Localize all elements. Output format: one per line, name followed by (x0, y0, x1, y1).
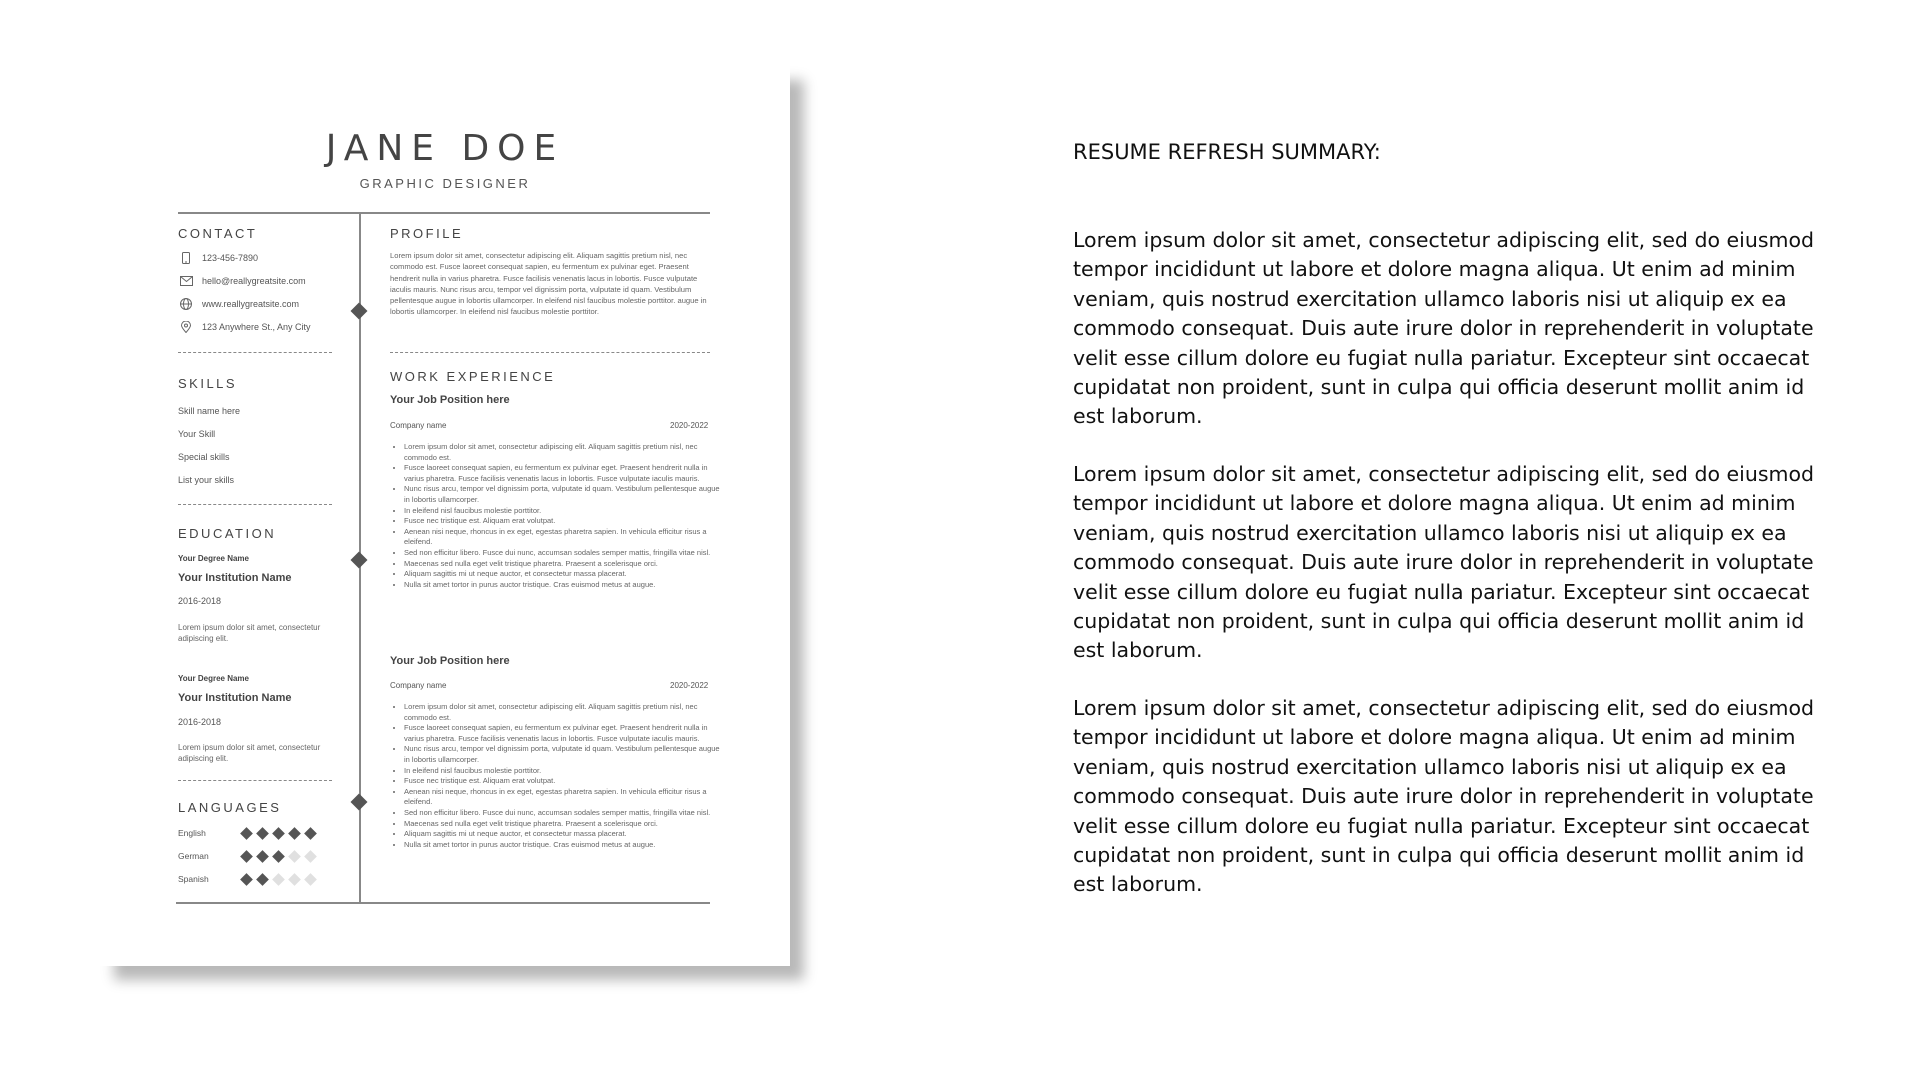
job-bullet: • Fusce nec tristique est. Aliquam erat volutpat. (404, 776, 724, 787)
level-diamond (288, 850, 301, 863)
level-diamond (272, 827, 285, 840)
education-years: 2016-2018 (178, 596, 222, 606)
level-diamond (272, 850, 285, 863)
profile-text: Lorem ipsum dolor sit amet, consectetur adipiscing elit. Aliquam sagittis pretium nisl, nec commodo est. Fusce laoreet consequat sapien, eu fermentum ex pulvinar eget. Praesent hendrerit nulla in varius pharetra. Fusce facilisis venenatis lacus in lobortis. Fusce vulputate iaculis mauris. Nunc risus arcu, tempor vel dignissim porta, vulputate id quam. Vestibulum pellentesque augue in lobortis ullamcorper. In eleifend nisl faucibus molestie porttitor. augue in lobortis ullamcorper. In eleifend nisl faucibus molestie porttitor. (390, 251, 707, 317)
degree-name: Your Degree Name (178, 674, 249, 683)
skill-item: Special skills (178, 452, 230, 462)
level-diamond (304, 850, 317, 863)
education-heading: EDUCATION (178, 526, 277, 541)
job-bullet: • Aenean nisi neque, rhoncus in ex eget, egestas pharetra sapien. In vehicula efficitur risus a eleifend. (404, 527, 724, 548)
divider-diamond (351, 794, 368, 811)
company-name: Company name (390, 681, 447, 690)
divider-diamond (351, 303, 368, 320)
level-diamond (304, 827, 317, 840)
contact-address (178, 321, 311, 333)
contact-phone (178, 252, 258, 264)
skill-item: Skill name here (178, 406, 241, 416)
job-bullets (390, 702, 724, 850)
section-divider (178, 352, 332, 353)
level-diamond (256, 873, 269, 886)
skill-item: Your Skill (178, 429, 216, 439)
level-diamond (256, 827, 269, 840)
summary-paragraph: Lorem ipsum dolor sit amet, consectetur adipiscing elit, sed do eiusmod tempor incididunt ut labore et dolore magna aliqua. Ut enim ad minim veniam, quis nostrud exercitation ullamco laboris nisi ut aliquip ex ea commodo consequat. Duis aute irure dolor in reprehenderit in voluptate velit esse cillum dolore eu fugiat nulla pariatur. Excepteur sint occaecat cupidatat non proident, sunt in culpa qui officia deserunt mollit anim id est laborum. (1073, 696, 1815, 897)
job-bullet: • Sed non efficitur libero. Fusce dui nunc, accumsan sodales semper mattis, fringilla vitae nisl. (404, 548, 724, 559)
section-divider (178, 780, 332, 781)
contact-email-text: hello@reallygreatsite.com (202, 276, 306, 286)
job-bullet: • Maecenas sed nulla eget velit tristique pharetra. Praesent a scelerisque orci. (404, 819, 724, 830)
resume-page (100, 66, 790, 966)
contact-heading: CONTACT (178, 226, 258, 241)
company-name: Company name (390, 421, 447, 430)
section-divider (390, 352, 710, 353)
language-level (238, 875, 318, 884)
level-diamond (288, 827, 301, 840)
job-bullet: • Fusce laoreet consequat sapien, eu fermentum ex pulvinar eget. Praesent hendrerit nulla in varius pharetra. Fusce facilisis venenatis lacus in lobortis. Fusce vulputate iaculis mauris. (404, 723, 724, 744)
work-heading: WORK EXPERIENCE (390, 369, 556, 384)
level-diamond (304, 873, 317, 886)
level-diamond (240, 850, 253, 863)
job-bullet: • Sed non efficitur libero. Fusce dui nunc, accumsan sodales semper mattis, fringilla vitae nisl. (404, 808, 724, 819)
education-description: Lorem ipsum dolor sit amet, consectetur adipiscing elit. (178, 743, 321, 763)
job-bullet: • Nulla sit amet tortor in purus auctor tristique. Cras euismod metus at augue. (404, 840, 724, 851)
degree-name: Your Degree Name (178, 554, 249, 563)
globe-icon (178, 298, 194, 310)
education-description: Lorem ipsum dolor sit amet, consectetur adipiscing elit. (178, 623, 321, 643)
level-diamond (240, 873, 253, 886)
job-bullet: • Nunc risus arcu, tempor vel dignissim porta, vulputate id quam. Vestibulum pellentesque augue in lobortis ullamcorper. (404, 744, 724, 765)
contact-address-text: 123 Anywhere St., Any City (202, 322, 311, 332)
languages-heading: LANGUAGES (178, 800, 282, 815)
language-level (238, 829, 318, 838)
language-level (238, 852, 318, 861)
job-bullet: • Fusce nec tristique est. Aliquam erat volutpat. (404, 516, 724, 527)
language-row (178, 851, 318, 861)
job-bullet: • Aenean nisi neque, rhoncus in ex eget, egestas pharetra sapien. In vehicula efficitur risus a eleifend. (404, 787, 724, 808)
level-diamond (256, 850, 269, 863)
summary-paragraph: Lorem ipsum dolor sit amet, consectetur adipiscing elit, sed do eiusmod tempor incididunt ut labore et dolore magna aliqua. Ut enim ad minim veniam, quis nostrud exercitation ullamco laboris nisi ut aliquip ex ea commodo consequat. Duis aute irure dolor in reprehenderit in voluptate velit esse cillum dolore eu fugiat nulla pariatur. Excepteur sint occaecat cupidatat non proident, sunt in culpa qui officia deserunt mollit anim id est laborum. (1073, 462, 1815, 663)
phone-icon (178, 252, 194, 264)
language-name: English (178, 828, 206, 838)
resume-job-title: GRAPHIC DESIGNER (359, 176, 531, 191)
education-years: 2016-2018 (178, 717, 222, 727)
contact-website (178, 298, 299, 310)
language-name: Spanish (178, 874, 209, 884)
institution-name: Your Institution Name (178, 692, 292, 704)
job-bullet: • Nulla sit amet tortor in purus auctor tristique. Cras euismod metus at augue. (404, 580, 724, 591)
email-icon (178, 275, 194, 287)
level-diamond (272, 873, 285, 886)
profile-heading: PROFILE (390, 226, 464, 241)
job-bullet: • In eleifend nisl faucibus molestie porttitor. (404, 506, 724, 517)
job-position: Your Job Position here (390, 655, 510, 667)
job-position: Your Job Position here (390, 394, 510, 406)
bottom-rule (176, 902, 710, 904)
job-bullet: • Maecenas sed nulla eget velit tristique pharetra. Praesent a scelerisque orci. (404, 559, 724, 570)
contact-phone-text: 123-456-7890 (202, 253, 259, 263)
language-row (178, 828, 318, 838)
job-bullet: • Nunc risus arcu, tempor vel dignissim porta, vulputate id quam. Vestibulum pellentesque augue in lobortis ullamcorper. (404, 484, 724, 505)
contact-website-text: www.reallygreatsite.com (202, 299, 300, 309)
level-diamond (288, 873, 301, 886)
job-years: 2020-2022 (670, 681, 709, 690)
language-name: German (178, 851, 209, 861)
job-bullet: • In eleifend nisl faucibus molestie porttitor. (404, 766, 724, 777)
job-years: 2020-2022 (670, 421, 709, 430)
job-bullet: • Fusce laoreet consequat sapien, eu fermentum ex pulvinar eget. Praesent hendrerit nulla in varius pharetra. Fusce facilisis venenatis lacus in lobortis. Fusce vulputate iaculis mauris. (404, 463, 724, 484)
institution-name: Your Institution Name (178, 572, 292, 584)
summary-paragraph: Lorem ipsum dolor sit amet, consectetur adipiscing elit, sed do eiusmod tempor incididunt ut labore et dolore magna aliqua. Ut enim ad minim veniam, quis nostrud exercitation ullamco laboris nisi ut aliquip ex ea commodo consequat. Duis aute irure dolor in reprehenderit in voluptate velit esse cillum dolore eu fugiat nulla pariatur. Excepteur sint occaecat cupidatat non proident, sunt in culpa qui officia deserunt mollit anim id est laborum. (1073, 228, 1815, 429)
job-bullets (390, 442, 724, 590)
summary-title: RESUME REFRESH SUMMARY: (1073, 140, 1381, 164)
skill-item: List your skills (178, 475, 235, 485)
section-divider (178, 504, 332, 505)
job-bullet: • Lorem ipsum dolor sit amet, consectetur adipiscing elit. Aliquam sagittis pretium nisl, nec commodo est. (404, 702, 724, 723)
language-row (178, 874, 318, 884)
top-rule (178, 212, 710, 214)
job-bullet: • Aliquam sagittis mi ut neque auctor, et consectetur massa placerat. (404, 829, 724, 840)
level-diamond (240, 827, 253, 840)
location-icon (178, 321, 194, 333)
skills-heading: SKILLS (178, 376, 238, 391)
divider-diamond (351, 552, 368, 569)
contact-email (178, 275, 306, 287)
job-bullet: • Aliquam sagittis mi ut neque auctor, et consectetur massa placerat. (404, 569, 724, 580)
resume-name: JANE DOE (325, 128, 565, 169)
job-bullet: • Lorem ipsum dolor sit amet, consectetur adipiscing elit. Aliquam sagittis pretium nisl, nec commodo est. (404, 442, 724, 463)
